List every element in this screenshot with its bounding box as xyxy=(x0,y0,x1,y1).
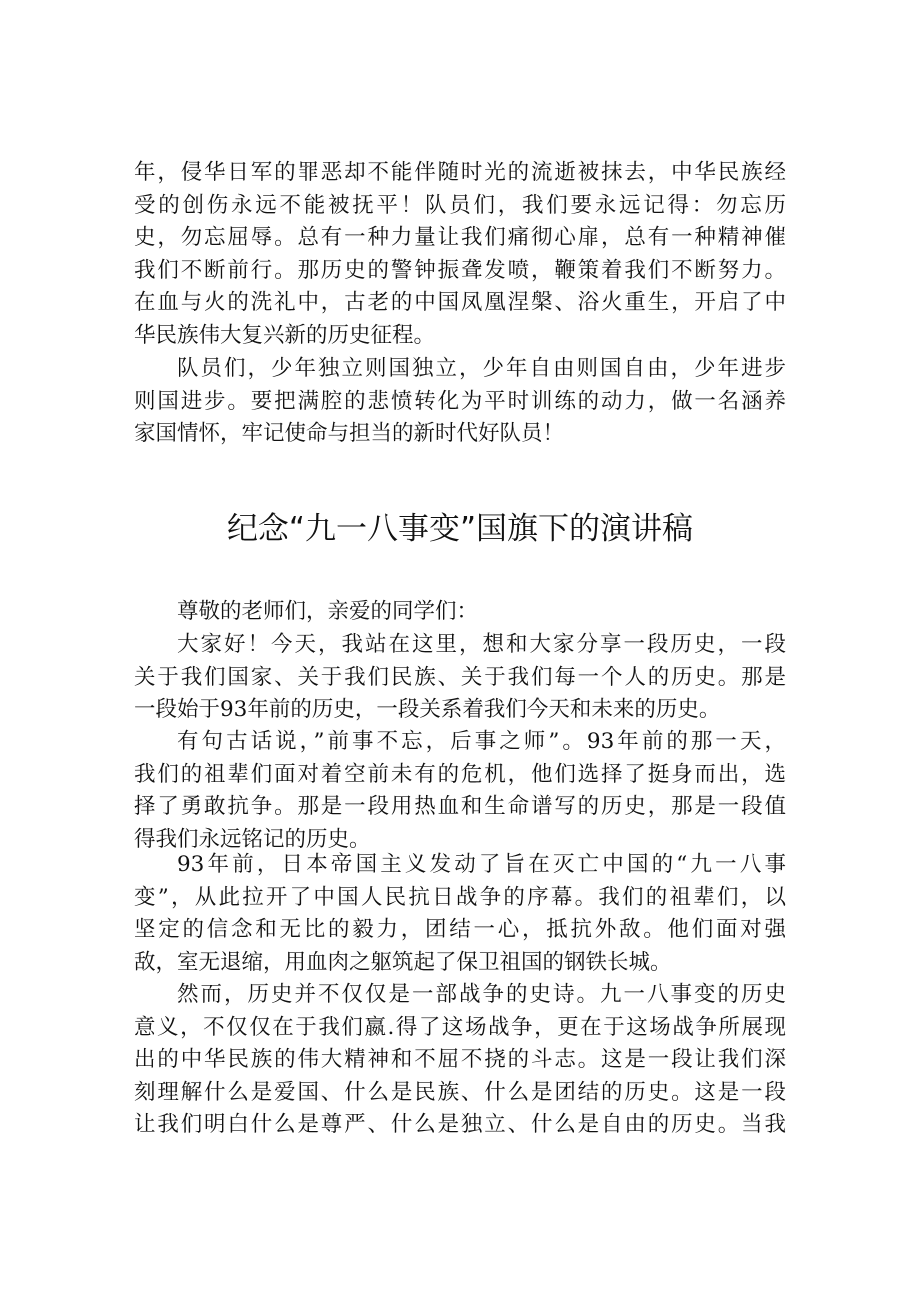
speech-paragraph-4 xyxy=(134,979,786,1142)
greeting-line: 尊敬的老师们，亲爱的同学们： xyxy=(177,599,479,624)
text-line: 一段始于93年前的历史，一段关系着我们今天和未来的历史。 xyxy=(134,697,721,722)
text-line: 则国进步。要把满腔的悲愤转化为平时训练的动力，做一名涵养 xyxy=(134,388,786,414)
text-line: 关于我们国家、关于我们民族、关于我们每一个人的历史。那是 xyxy=(134,664,786,690)
text-line: 华民族伟大复兴新的历史征程。 xyxy=(134,322,436,348)
text-line: 队员们，少年独立则国独立，少年自由则国自由，少年进步 xyxy=(177,356,786,381)
prev-paragraph-1 xyxy=(134,157,786,352)
text-line: 年，侵华日军的罪恶却不能伴随时光的流逝被抹去，中华民族经 xyxy=(134,160,786,185)
text-line: 大家好！今天，我站在这里，想和大家分享一段历史，一段 xyxy=(177,632,786,657)
text-line: 然而，历史并不仅仅是一部战争的史诗。九一八事变的历史 xyxy=(177,982,786,1007)
text-line: 我们不断前行。那历史的警钟振聋发喷，鞭策着我们不断努力。 xyxy=(134,257,786,283)
text-line: 意义，不仅仅在于我们嬴.得了这场战争，更在于这场战争所展现 xyxy=(134,1014,786,1040)
speech-greeting xyxy=(134,596,786,629)
speech-title: 纪念“九一八事变”国旗下的演讲稿 xyxy=(226,511,694,547)
speech-paragraph-3 xyxy=(134,849,786,979)
text-line: 受的创伤永远不能被抚平！队员们，我们要永远记得：勿忘历 xyxy=(134,192,786,218)
text-line: 得我们永远铭记的历史。 xyxy=(134,826,371,852)
text-line: 有句古话说，”前事不忘，后事之师”。93年前的那一天， xyxy=(177,729,786,754)
text-line: 坚定的信念和无比的毅力，团结一心，抵抗外敌。他们面对强 xyxy=(134,917,786,942)
text-line: 敌，室无退缩，用血肉之躯筑起了保卫祖国的钢铁长城。 xyxy=(134,949,672,975)
text-line: 出的中华民族的伟大精神和不屈不挠的斗志。这是一段让我们深 xyxy=(134,1047,786,1072)
text-line: 择了勇敢抗争。那是一段用热血和生命谱写的历史，那是一段值 xyxy=(134,794,786,819)
text-line: 93年前，日本帝国主义发动了旨在灭亡中国的“九一八事 xyxy=(177,852,786,877)
text-line: 家国情怀，牢记使命与担当的新时代好队员！ xyxy=(134,421,565,446)
text-line: 史，勿忘屈辱。总有一种力量让我们痛彻心扉，总有一种精神催 xyxy=(134,225,786,250)
text-line: 刻理解什么是爱国、什么是民族、什么是团结的历史。这是一段 xyxy=(134,1079,786,1105)
text-line: 在血与火的洗礼中，古老的中国凤凰涅槃、浴火重生，开启了中 xyxy=(134,290,786,315)
text-line: 我们的祖辈们面对着空前未有的危机，他们选择了挺身而出，选 xyxy=(134,761,786,787)
prev-paragraph-2 xyxy=(134,353,786,451)
text-line: 让我们明白什么是尊严、什么是独立、什么是自由的历史。当我 xyxy=(134,1112,786,1137)
speech-paragraph-2 xyxy=(134,726,786,856)
speech-paragraph-1 xyxy=(134,629,786,727)
text-line: 变”，从此拉开了中国人民抗日战争的序幕。我们的祖辈们，以 xyxy=(134,884,786,910)
